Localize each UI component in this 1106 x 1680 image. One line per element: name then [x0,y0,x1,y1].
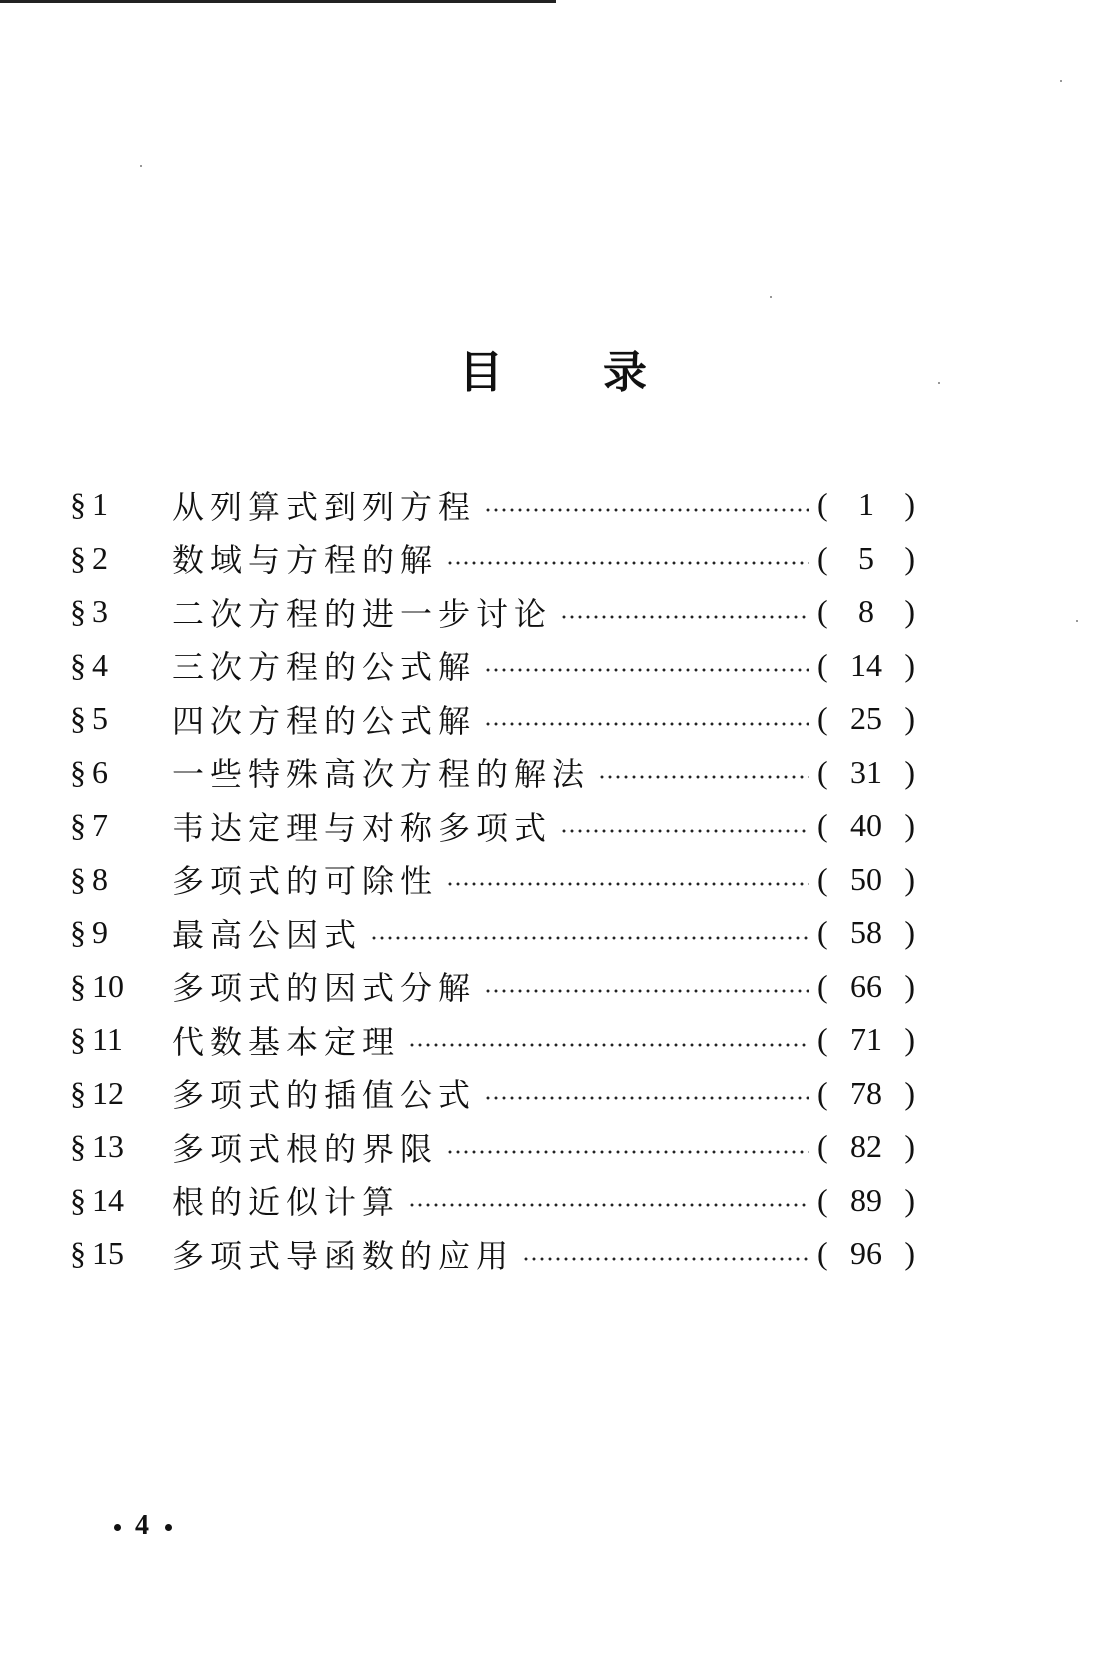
section-symbol: § [70,967,86,1004]
page-number-ref: 66 [850,967,882,1004]
paren-open: ( [817,753,828,790]
dot-leader [446,882,809,886]
page-number-ref: 58 [850,914,882,951]
section-number [70,861,172,898]
paren-open: ( [817,593,828,630]
dot-leader [484,1096,809,1100]
dot-leader [484,989,809,993]
dot-leader [446,1150,809,1154]
paren-close: ) [904,1235,915,1272]
toc-entry[interactable] [70,532,915,586]
toc-entry[interactable] [70,585,915,639]
page-reference [817,1075,915,1112]
toc-entry[interactable] [70,960,915,1014]
scan-speck [770,296,772,298]
section-number [70,647,172,684]
toc-entry[interactable] [70,906,915,960]
section-title: 多项式的可除性 [172,862,439,901]
section-number [70,1182,172,1219]
toc-entry[interactable] [70,1067,915,1121]
section-title: 多项式导函数的应用 [172,1236,515,1275]
paren-close: ) [904,860,915,897]
section-symbol: § [70,1021,86,1058]
section-symbol: § [70,1235,86,1272]
paren-close: ) [904,1021,915,1058]
page-number-ref: 8 [858,593,874,630]
page-title [0,336,1106,400]
dot-leader [560,615,809,619]
section-symbol: § [70,807,86,844]
paren-open: ( [817,646,828,683]
dot-leader [560,829,809,833]
paren-close: ) [904,700,915,737]
toc-entry[interactable] [70,692,915,746]
section-symbol: § [70,914,86,951]
section-number [70,754,172,791]
page-number-ref: 14 [850,646,882,683]
paren-open: ( [817,860,828,897]
toc-entry[interactable] [70,639,915,693]
dot-leader [408,1203,809,1207]
page-reference [817,754,915,791]
section-number [70,968,172,1005]
section-number [70,1128,172,1165]
paren-close: ) [904,807,915,844]
paren-open: ( [817,1235,828,1272]
dot-leader [598,775,809,779]
paren-open: ( [817,1128,828,1165]
section-index: 15 [92,1235,124,1272]
section-number [70,486,172,523]
section-index: 6 [92,753,108,790]
paren-close: ) [904,1181,915,1218]
page-reference [817,1235,915,1272]
paren-open: ( [817,967,828,1004]
section-number [70,1021,172,1058]
scan-speck [1076,620,1078,622]
page-number-ref: 31 [850,753,882,790]
page-number-ref: 78 [850,1074,882,1111]
paren-close: ) [904,593,915,630]
paren-open: ( [817,1021,828,1058]
toc-entry[interactable] [70,1013,915,1067]
section-title: 根的近似计算 [172,1183,401,1222]
page-number-ref: 82 [850,1128,882,1165]
page-reference [817,1182,915,1219]
dot-leader [484,508,809,512]
page-number-ref: 1 [858,486,874,523]
title-char-2: 录 [603,347,647,398]
section-index: 10 [92,967,124,1004]
page-reference [817,1128,915,1165]
section-index: 4 [92,646,108,683]
section-index: 7 [92,807,108,844]
paren-open: ( [817,539,828,576]
section-title: 四次方程的公式解 [172,701,477,740]
paren-close: ) [904,967,915,1004]
section-symbol: § [70,646,86,683]
toc-entry[interactable] [70,746,915,800]
section-title: 二次方程的进一步讨论 [172,594,553,633]
section-title: 一些特殊高次方程的解法 [172,755,591,794]
section-title: 多项式根的界限 [172,1129,439,1168]
section-symbol: § [70,1181,86,1218]
section-symbol: § [70,700,86,737]
section-index: 2 [92,539,108,576]
page-reference [817,486,915,523]
paren-close: ) [904,753,915,790]
page-number-ref: 89 [850,1181,882,1218]
toc-entry[interactable] [70,1120,915,1174]
page-reference [817,1021,915,1058]
page-reference [817,968,915,1005]
paren-open: ( [817,807,828,844]
page-reference [817,861,915,898]
dot-leader [408,1043,809,1047]
dot-leader [370,936,809,940]
section-index: 5 [92,700,108,737]
paren-close: ) [904,1074,915,1111]
section-symbol: § [70,860,86,897]
paren-close: ) [904,914,915,951]
section-number [70,807,172,844]
section-symbol: § [70,593,86,630]
page-reference [817,647,915,684]
section-symbol: § [70,1074,86,1111]
section-number [70,1075,172,1112]
paren-open: ( [817,700,828,737]
section-index: 8 [92,860,108,897]
section-title: 最高公因式 [172,915,363,954]
scan-speck [140,165,142,167]
toc-entry[interactable] [70,853,915,907]
section-symbol: § [70,539,86,576]
page-reference [817,540,915,577]
dot-leader [484,722,809,726]
section-number [70,1235,172,1272]
section-title: 三次方程的公式解 [172,648,477,687]
page-reference [817,700,915,737]
paren-close: ) [904,486,915,523]
dot-leader [484,668,809,672]
toc-entry[interactable] [70,478,915,532]
section-symbol: § [70,1128,86,1165]
top-rule [0,0,556,3]
dot-leader [522,1257,809,1261]
section-title: 代数基本定理 [172,1022,401,1061]
paren-open: ( [817,914,828,951]
paren-close: ) [904,646,915,683]
page-number-ref: 50 [850,860,882,897]
table-of-contents [70,478,915,1281]
section-index: 13 [92,1128,124,1165]
paren-open: ( [817,1074,828,1111]
section-index: 3 [92,593,108,630]
paren-open: ( [817,1181,828,1218]
section-number [70,700,172,737]
scan-speck [938,382,940,384]
section-number [70,593,172,630]
title-char-1: 目 [459,347,503,398]
section-index: 12 [92,1074,124,1111]
toc-entry[interactable] [70,1227,915,1281]
page-number-ref: 5 [858,539,874,576]
section-title: 数域与方程的解 [172,541,439,580]
section-symbol: § [70,486,86,523]
footer-dot-left [114,1524,121,1531]
section-title: 多项式的因式分解 [172,969,477,1008]
section-number [70,914,172,951]
section-title: 韦达定理与对称多项式 [172,808,553,847]
section-index: 9 [92,914,108,951]
page-reference [817,914,915,951]
page-footer [100,1510,186,1542]
page-reference [817,593,915,630]
section-title: 多项式的插值公式 [172,1076,477,1115]
page-number: 4 [135,1510,151,1541]
page-number-ref: 96 [850,1235,882,1272]
section-index: 14 [92,1181,124,1218]
dot-leader [446,561,809,565]
page-number-ref: 25 [850,700,882,737]
toc-entry[interactable] [70,799,915,853]
section-index: 1 [92,486,108,523]
paren-close: ) [904,539,915,576]
page-number-ref: 40 [850,807,882,844]
section-number [70,540,172,577]
toc-entry[interactable] [70,1174,915,1228]
section-title: 从列算式到列方程 [172,487,477,526]
footer-dot-right [165,1524,172,1531]
page-reference [817,807,915,844]
paren-close: ) [904,1128,915,1165]
paren-open: ( [817,486,828,523]
page-number-ref: 71 [850,1021,882,1058]
scan-speck [1060,80,1062,82]
section-symbol: § [70,753,86,790]
section-index: 11 [92,1021,123,1058]
